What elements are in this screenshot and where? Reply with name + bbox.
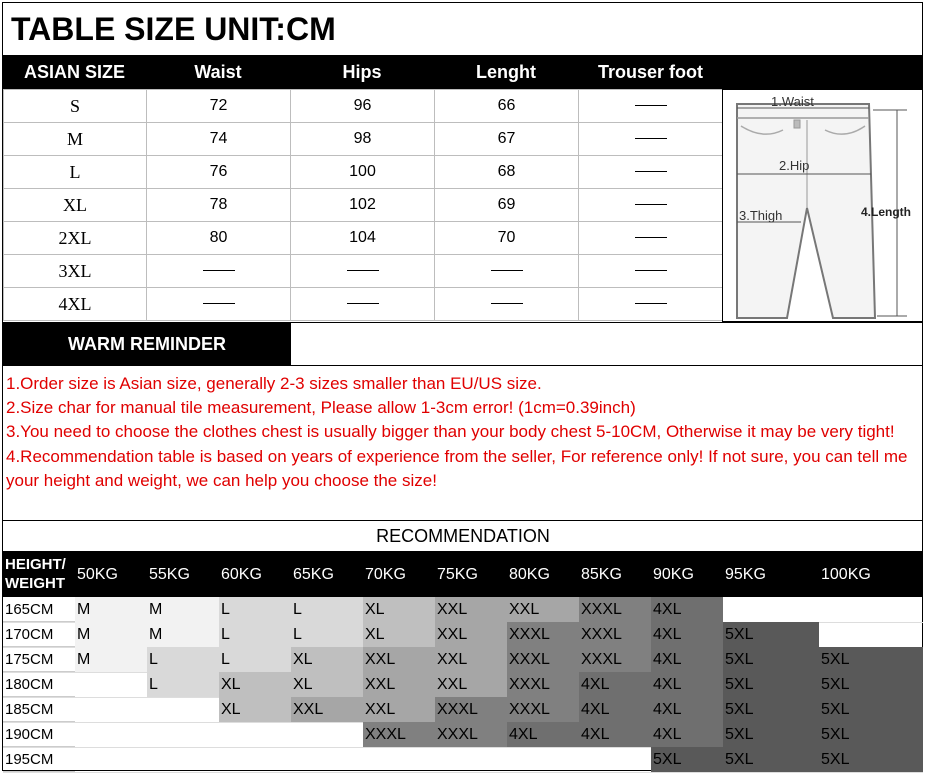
empty-recommendation-cell: [435, 747, 507, 772]
size-recommendation-cell: 5XL: [819, 672, 923, 697]
size-recommendation-cell: XXXL: [435, 697, 507, 722]
diagram-label-thigh: 3.Thigh: [739, 208, 783, 223]
size-recommendation-cell: XXL: [507, 597, 579, 622]
size-recommendation-cell: L: [147, 672, 219, 697]
reminder-item-2: 2.Size char for manual tile measurement, Please allow 1-3cm error! (1cm=0.39inch): [6, 398, 636, 418]
empty-dash-cell: [435, 288, 579, 321]
weight-header: 50KG: [77, 566, 118, 583]
header-hips: Hips: [342, 62, 382, 82]
size-recommendation-cell: XXL: [435, 672, 507, 697]
size-recommendation-cell: XXL: [435, 597, 507, 622]
size-recommendation-cell: 4XL: [651, 697, 723, 722]
height-label: 170CM: [3, 622, 75, 647]
weight-header: 60KG: [221, 566, 262, 583]
size-recommendation-cell: 5XL: [651, 747, 723, 772]
empty-dash-cell: [579, 189, 724, 222]
size-row: [4, 255, 724, 288]
size-recommendation-cell: M: [147, 597, 219, 622]
weight-header: 90KG: [653, 566, 694, 583]
size-recommendation-cell: 4XL: [651, 597, 723, 622]
header-length: Lenght: [476, 62, 536, 82]
header-asian-size: ASIAN SIZE: [23, 62, 125, 82]
empty-recommendation-cell: [819, 597, 923, 622]
size-recommendation-cell: 4XL: [651, 647, 723, 672]
empty-dash-cell: [147, 288, 291, 321]
height-weight-corner-label: [5, 555, 66, 593]
dash-mark: [635, 270, 667, 271]
size-recommendation-cell: XXXL: [507, 672, 579, 697]
weight-header: 65KG: [293, 566, 334, 583]
size-recommendation-cell: 4XL: [579, 697, 651, 722]
size-cell: L: [4, 156, 147, 189]
size-recommendation-cell: 5XL: [723, 697, 819, 722]
warm-reminder-label: WARM REMINDER: [3, 323, 291, 365]
size-recommendation-cell: XXL: [363, 672, 435, 697]
hips-cell: 102: [291, 189, 435, 222]
size-row: [4, 288, 724, 321]
size-table: [3, 89, 724, 321]
size-recommendation-cell: 5XL: [723, 622, 819, 647]
size-recommendation-cell: XXL: [363, 697, 435, 722]
empty-recommendation-cell: [147, 747, 219, 772]
dash-mark: [635, 105, 667, 106]
size-recommendation-cell: 5XL: [819, 722, 923, 747]
grid-row-line: [3, 772, 923, 773]
empty-recommendation-cell: [75, 747, 147, 772]
size-recommendation-cell: L: [291, 622, 363, 647]
empty-recommendation-cell: [507, 747, 579, 772]
size-recommendation-cell: XL: [219, 697, 291, 722]
size-recommendation-cell: 5XL: [723, 722, 819, 747]
length-cell: 68: [435, 156, 579, 189]
empty-recommendation-cell: [219, 747, 291, 772]
size-recommendation-cell: XL: [291, 672, 363, 697]
size-recommendation-cell: L: [219, 597, 291, 622]
reminder-item-4: 4.Recommendation table is based on years of experience from the seller, For reference only! If not sure, you can tell me your height and weight, we can help you choose the size!: [6, 446, 908, 490]
size-recommendation-cell: 4XL: [651, 722, 723, 747]
empty-dash-cell: [579, 222, 724, 255]
size-recommendation-cell: M: [75, 647, 147, 672]
size-recommendation-cell: L: [291, 597, 363, 622]
size-cell: M: [4, 123, 147, 156]
weight-header: 100KG: [821, 566, 871, 583]
empty-recommendation-cell: [147, 722, 219, 747]
size-recommendation-cell: XXXL: [579, 597, 651, 622]
weight-header: 80KG: [509, 566, 550, 583]
waist-cell: 80: [147, 222, 291, 255]
size-recommendation-cell: 5XL: [723, 672, 819, 697]
size-recommendation-cell: XXXL: [435, 722, 507, 747]
empty-recommendation-cell: [291, 747, 363, 772]
size-recommendation-cell: 5XL: [819, 647, 923, 672]
size-recommendation-cell: 5XL: [723, 647, 819, 672]
size-recommendation-cell: 4XL: [651, 672, 723, 697]
size-recommendation-cell: 4XL: [651, 622, 723, 647]
dash-mark: [635, 171, 667, 172]
size-cell: S: [4, 90, 147, 123]
empty-dash-cell: [579, 288, 724, 321]
size-recommendation-cell: XL: [363, 597, 435, 622]
empty-recommendation-cell: [819, 622, 923, 647]
size-recommendation-cell: XXL: [435, 622, 507, 647]
header-trouser-foot: Trouser foot: [597, 62, 703, 82]
size-recommendation-cell: M: [147, 622, 219, 647]
height-label: 195CM: [3, 747, 75, 772]
empty-recommendation-cell: [75, 672, 147, 697]
corner-label-line2: WEIGHT: [5, 575, 65, 592]
size-cell: 3XL: [4, 255, 147, 288]
height-label: 175CM: [3, 647, 75, 672]
dash-mark: [635, 204, 667, 205]
waist-cell: 74: [147, 123, 291, 156]
size-recommendation-cell: L: [219, 622, 291, 647]
size-recommendation-cell: XXXL: [579, 622, 651, 647]
height-label: 165CM: [3, 597, 75, 622]
length-cell: 66: [435, 90, 579, 123]
dash-mark: [347, 303, 379, 304]
size-recommendation-cell: XXXL: [507, 622, 579, 647]
hips-cell: 96: [291, 90, 435, 123]
height-label: 180CM: [3, 672, 75, 697]
size-recommendation-cell: XXL: [291, 697, 363, 722]
recommendation-title: RECOMMENDATION: [3, 520, 923, 552]
empty-dash-cell: [579, 123, 724, 156]
size-row: [4, 189, 724, 222]
empty-recommendation-cell: [75, 722, 147, 747]
empty-dash-cell: [435, 255, 579, 288]
height-label: 190CM: [3, 722, 75, 747]
size-row: [4, 156, 724, 189]
reminder-list: [6, 372, 918, 493]
weight-header: 70KG: [365, 566, 406, 583]
hips-cell: 100: [291, 156, 435, 189]
hips-cell: 104: [291, 222, 435, 255]
size-table-header: [3, 55, 923, 89]
size-row: [4, 222, 724, 255]
empty-dash-cell: [579, 90, 724, 123]
size-recommendation-cell: L: [147, 647, 219, 672]
dash-mark: [203, 303, 235, 304]
empty-recommendation-cell: [291, 722, 363, 747]
waist-cell: 78: [147, 189, 291, 222]
warm-reminder-bar: [3, 322, 923, 366]
hips-cell: 98: [291, 123, 435, 156]
size-recommendation-cell: 4XL: [579, 722, 651, 747]
size-recommendation-cell: 5XL: [723, 747, 819, 772]
size-recommendation-cell: XL: [219, 672, 291, 697]
empty-dash-cell: [291, 255, 435, 288]
size-recommendation-cell: XXXL: [363, 722, 435, 747]
size-cell: XL: [4, 189, 147, 222]
dash-mark: [347, 270, 379, 271]
empty-dash-cell: [579, 255, 724, 288]
height-label: 185CM: [3, 697, 75, 722]
weight-header: 55KG: [149, 566, 190, 583]
size-recommendation-cell: M: [75, 597, 147, 622]
reminder-item-3: 3.You need to choose the clothes chest is usually bigger than your body chest 5-10CM, Otherwise it may be very tight!: [6, 422, 895, 442]
weight-header: 85KG: [581, 566, 622, 583]
empty-recommendation-cell: [147, 697, 219, 722]
size-cell: 2XL: [4, 222, 147, 255]
header-waist: Waist: [194, 62, 242, 82]
length-cell: 67: [435, 123, 579, 156]
size-row: [4, 90, 724, 123]
length-cell: 69: [435, 189, 579, 222]
trouser-drawing: [723, 90, 922, 321]
size-recommendation-cell: XXXL: [507, 647, 579, 672]
dash-mark: [635, 138, 667, 139]
dash-mark: [635, 303, 667, 304]
empty-recommendation-cell: [723, 597, 819, 622]
size-recommendation-cell: XL: [291, 647, 363, 672]
corner-label-line1: HEIGHT/: [5, 556, 66, 573]
size-recommendation-cell: 4XL: [579, 672, 651, 697]
weight-header: 75KG: [437, 566, 478, 583]
size-recommendation-cell: XL: [363, 622, 435, 647]
size-recommendation-cell: XXL: [363, 647, 435, 672]
dash-mark: [203, 270, 235, 271]
size-recommendation-cell: XXL: [435, 647, 507, 672]
empty-recommendation-cell: [363, 747, 435, 772]
size-recommendation-cell: 5XL: [819, 747, 923, 772]
trouser-measurement-diagram: [722, 89, 923, 322]
empty-dash-cell: [579, 156, 724, 189]
dash-mark: [491, 303, 523, 304]
diagram-label-length: 4.Length: [861, 205, 911, 219]
empty-recommendation-cell: [579, 747, 651, 772]
size-cell: 4XL: [4, 288, 147, 321]
size-recommendation-cell: 5XL: [819, 697, 923, 722]
weight-header: 95KG: [725, 566, 766, 583]
recommendation-header: [3, 552, 923, 597]
empty-dash-cell: [291, 288, 435, 321]
empty-dash-cell: [147, 255, 291, 288]
diagram-label-hip: 2.Hip: [779, 158, 810, 173]
waist-cell: 72: [147, 90, 291, 123]
size-recommendation-cell: 4XL: [507, 722, 579, 747]
reminder-item-1: 1.Order size is Asian size, generally 2-3 sizes smaller than EU/US size.: [6, 374, 542, 393]
size-row: [4, 123, 724, 156]
dash-mark: [491, 270, 523, 271]
size-recommendation-cell: M: [75, 622, 147, 647]
length-cell: 70: [435, 222, 579, 255]
waist-cell: 76: [147, 156, 291, 189]
empty-recommendation-cell: [219, 722, 291, 747]
diagram-label-waist: 1.Waist: [771, 94, 814, 109]
dash-mark: [635, 237, 667, 238]
size-recommendation-cell: XXXL: [507, 697, 579, 722]
size-recommendation-cell: L: [219, 647, 291, 672]
page-title: TABLE SIZE UNIT:CM: [11, 11, 336, 47]
empty-recommendation-cell: [75, 697, 147, 722]
size-recommendation-cell: XXXL: [579, 647, 651, 672]
